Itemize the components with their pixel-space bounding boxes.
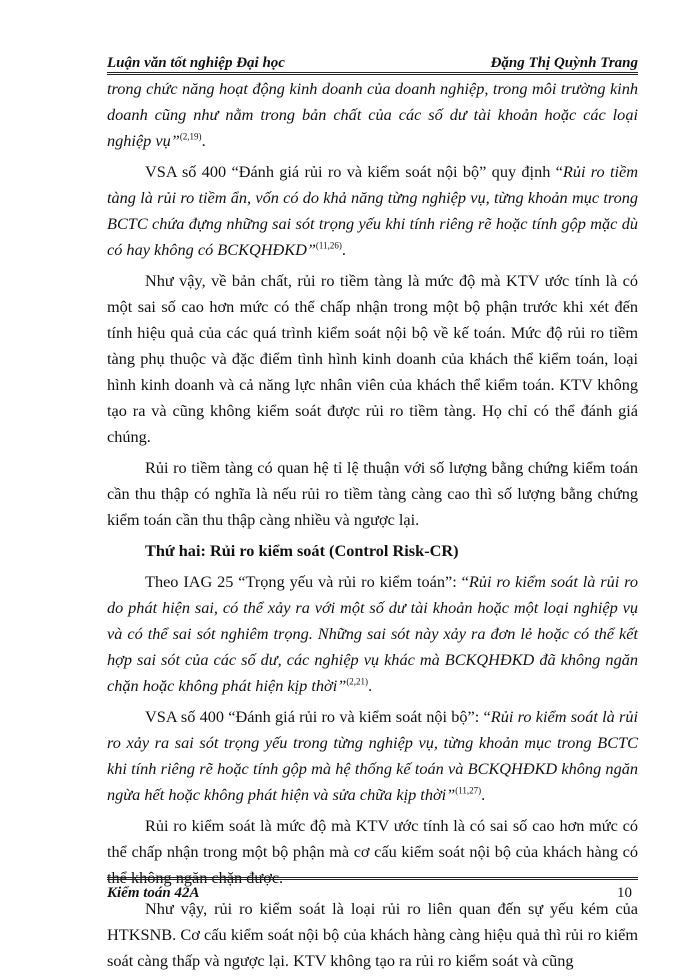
document-body [107, 76, 638, 979]
header-author-name: Đặng Thị Quỳnh Trang [490, 55, 638, 71]
paragraph-lead: VSA số 400 “Đánh giá rủi ro và kiểm soát nội bộ”: “ [145, 707, 491, 726]
paragraph-tail: . [481, 785, 486, 804]
page-header [107, 54, 638, 75]
paragraph-vsa-control-risk [107, 704, 638, 808]
footer-class-name: Kiểm toán 42A [107, 885, 200, 901]
paragraph-inherent-risk-nature: Như vậy, về bản chất, rủi ro tiềm tàng là mức độ mà KTV ước tính là có một sai số cao hơn mức có thể chấp nhận trong một bộ phận trước khi xét đến tính hiệu quả của các quá trình kiểm soát nội bộ về kế toán. Mức độ rủi ro tiềm tàng phụ thuộc và đặc điểm tình hình kinh doanh của khách thể kiểm toán, loại hình kinh doanh và cả năng lực nhân viên của khách thể kiểm toán. KTV không tạo ra và cũng không kiểm soát được rủi ro tiềm tàng. Họ chỉ có thể đánh giá chúng. [107, 271, 638, 446]
citation-ref: (2,19) [179, 131, 202, 142]
header-thesis-title: Luận văn tốt nghiệp Đại học [107, 55, 285, 71]
paragraph-tail: . [341, 240, 346, 259]
paragraph-tail: . [368, 676, 373, 695]
paragraph-inherent-risk-evidence: Rủi ro tiềm tàng có quan hệ tỉ lệ thuận với số lượng bằng chứng kiểm toán cần thu thập có nghĩa là nếu rủi ro tiềm tàng càng cao thì số lượng bằng chứng kiểm toán cần thu thập càng nhiều và ngược lại. [107, 458, 638, 529]
citation-ref: (2,21) [346, 676, 369, 687]
paragraph-lead: Theo IAG 25 “Trọng yếu và rủi ro kiểm toán”: “ [145, 572, 469, 591]
paragraph-control-risk-nature: Như vậy, rủi ro kiểm soát là loại rủi ro liên quan đến sự yếu kém của HTKSNB. Cơ cấu kiểm soát nội bộ của khách hàng càng hiệu quả thì rủi ro kiểm soát càng thấp và ngược lại. KTV không tạo ra rủi ro kiểm soát và cũng [107, 899, 638, 970]
quote-text: Rủi ro kiểm soát là rủi ro xảy ra sai sót trọng yếu trong từng nghiệp vụ, từng khoản mục trong BCTC khi tính riêng rẽ hoặc tính gộp mà hệ thống kế toán và BCKQHĐKD không ngăn ngừa hết hoặc không phát hiện và sửa chữa kịp thời” [107, 707, 639, 804]
paragraph-vsa-inherent-risk [107, 159, 638, 263]
page-footer [107, 877, 638, 902]
section-heading-control-risk: Thứ hai: Rủi ro kiểm soát (Control Risk-CR) [145, 541, 459, 560]
quote-text: Rủi ro kiểm soát là rủi ro do phát hiện sai, có thể xảy ra với một số dư tài khoản hoặc một loại nghiệp vụ và có thể sai sót nghiêm trọng. Những sai sót này xảy ra đơn lẻ hoặc có thể kết hợp sai sót của các số dư, các nghiệp vụ khác mà BCKQHĐKD đã không ngăn chặn hoặc không phát hiện kịp thời” [107, 572, 638, 695]
paragraph-quote-continuation [107, 76, 638, 154]
citation-ref: (11,26) [315, 240, 342, 251]
paragraph-tail: . [201, 131, 206, 150]
citation-ref: (11,27) [455, 785, 482, 796]
paragraph-control-risk-level: Rủi ro kiểm soát là mức độ mà KTV ước tính là có sai số cao hơn mức có thể chấp nhận trong một bộ phận mà cơ cấu kiểm soát nội bộ của khách hàng có thể không ngăn chặn được. [107, 816, 638, 887]
page-number: 10 [617, 885, 632, 901]
paragraph-iag25-control-risk [107, 569, 638, 699]
paragraph-lead: VSA số 400 “Đánh giá rủi ro và kiểm soát nội bộ” quy định “ [145, 162, 563, 181]
quote-text: trong chức năng hoạt động kinh doanh của doanh nghiệp, trong môi trường kinh doanh cũng như nằm trong bản chất của các số dư tài khoản hoặc các loại nghiệp vụ” [107, 79, 638, 150]
quote-text: Rủi ro tiềm tàng là rủi ro tiềm ẩn, vốn có do khả năng từng nghiệp vụ, từng khoản mục trong BCTC chứa đựng những sai sót trọng yếu khi tính riêng rẽ hoặc tính gộp mặc dù có hay không có BCKQHĐKD” [107, 162, 639, 259]
